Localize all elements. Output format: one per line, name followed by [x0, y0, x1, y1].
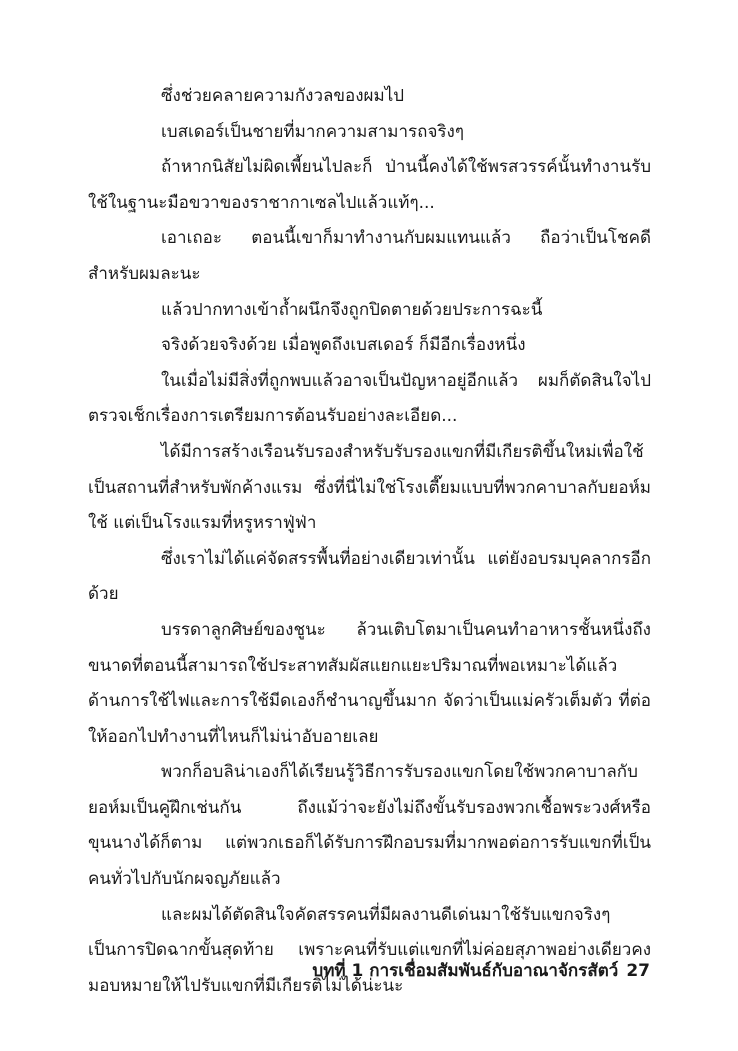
paragraph-4: เอาเถอะ ตอนนี้เขาก็มาทำงานกับผมแทนแล้ว ถือว่าเป็นโชคดีสำหรับผมละนะ: [88, 228, 651, 284]
body-text: [88, 79, 651, 1004]
paragraph-7: ในเมื่อไม่มีสิ่งที่ถูกพบแล้วอาจเป็นปัญหาอยู่อีกแล้ว ผมก็ตัดสินใจไปตรวจเช็กเรื่องการเตรียมการต้อนรับอย่างละเอียด...: [88, 370, 651, 427]
paragraph-5: แล้วปากทางเข้าถ้ำผนึกจึงถูกปิดตายด้วยประการฉะนี้: [161, 299, 543, 320]
paragraph-2: เบสเดอร์เป็นชายที่มากความสามารถจริงๆ: [161, 121, 464, 142]
paragraph-6: จริงด้วยจริงด้วย เมื่อพูดถึงเบสเดอร์ ก็มีอีกเรื่องหนึ่ง: [161, 335, 526, 356]
page-number: 27: [626, 961, 650, 981]
paragraph-10: บรรดาลูกศิษย์ของชูนะ ล้วนเติบโตมาเป็นคนทำอาหารชั้นหนึ่งถึงขนาดที่ตอนนี้สามารถใช้ประสาทสัมผัสแยกแยะปริมาณที่พอเหมาะได้แล้ว ด้านการใช้ไฟและการใช้มีดเองก็ชำนาญขึ้นมาก จัดว่าเป็นแม่ครัวเต็มตัว ที่ต่อให้ออกไปทำงานที่ไหนก็ไม่น่าอับอายเลย: [88, 619, 651, 747]
paragraph-12: และผมได้ตัดสินใจคัดสรรคนที่มีผลงานดีเด่นมาใช้รับแขกจริงๆเป็นการปิดฉากขั้นสุดท้าย เพราะคนที่รับแต่แขกที่ไม่ค่อยสุภาพอย่างเดียวคงมอบหมายให้ไปรับแขกที่มีเกียรติไม่ได้น่ะนะ: [88, 904, 651, 996]
page-footer: [312, 956, 650, 986]
chapter-title: บทที่ 1 การเชื่อมสัมพันธ์กับอาณาจักรสัตว์: [312, 961, 619, 981]
paragraph-1: ซึ่งช่วยคลายความกังวลของผมไป: [161, 86, 405, 106]
paragraph-3: ถ้าหากนิสัยไม่ผิดเพี้ยนไปละก็ ป่านนี้คงได้ใช้พรสวรรค์นั้นทำงานรับใช้ในฐานะมือขวาของราชากาเซลไปแล้วแท้ๆ...: [88, 157, 651, 213]
paragraph-11: พวกก็อบลิน่าเองก็ได้เรียนรู้วิธีการรับรองแขกโดยใช้พวกคาบาลกับยอห์มเป็นคู่ฝึกเช่นกัน ถึงแม้ว่าจะยังไม่ถึงขั้นรับรองพวกเชื้อพระวงศ์หรือขุนนางได้ก็ตาม แต่พวกเธอก็ได้รับการฝึกอบรมที่มากพอต่อการรับแขกที่เป็นคนทั่วไปกับนักผจญภัยแล้ว: [88, 762, 651, 890]
paragraph-9: ซึ่งเราไม่ได้แค่จัดสรรพื้นที่อย่างเดียวเท่านั้น แต่ยังอบรมบุคลากรอีกด้วย: [88, 548, 651, 605]
paragraph-8: ได้มีการสร้างเรือนรับรองสำหรับรับรองแขกที่มีเกียรติขึ้นใหม่เพื่อใช้เป็นสถานที่สำหรับพักค้างแรม ซึ่งที่นี่ไม่ใช่โรงเตี๊ยมแบบที่พวกคาบาลกับยอห์มใช้ แต่เป็นโรงแรมที่หรูหราฟู่ฟ่า: [88, 441, 651, 534]
